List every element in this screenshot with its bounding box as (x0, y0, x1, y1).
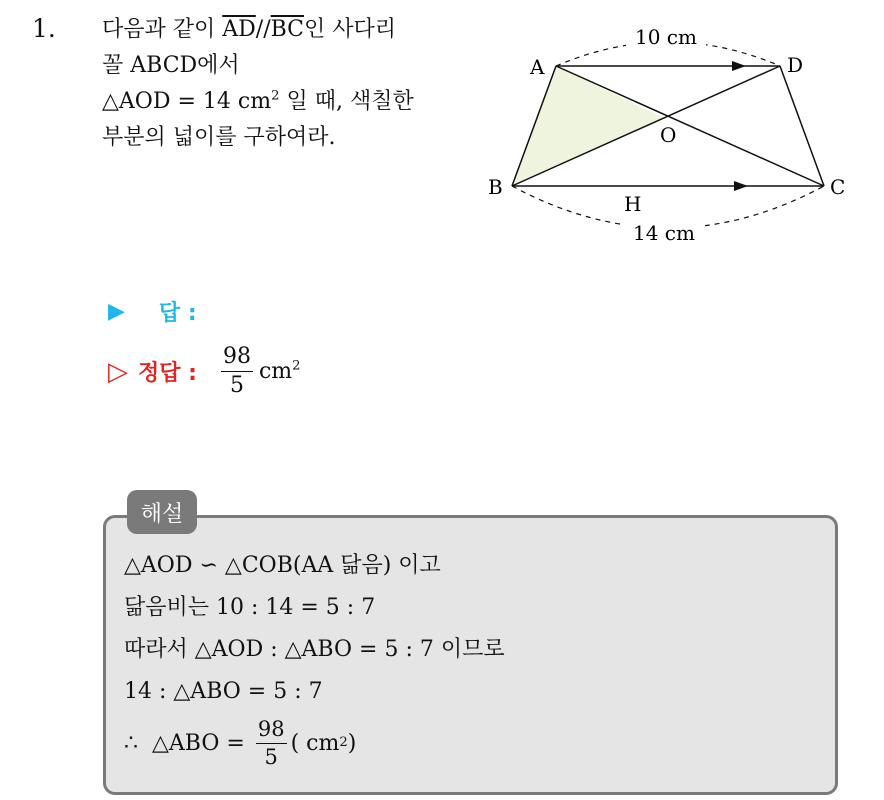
label-bottom-length: 14 cm (633, 221, 695, 245)
correct-answer-label: 정답 : (138, 361, 197, 386)
trapezoid-diagram (470, 14, 870, 254)
question-number: 1. (32, 14, 56, 43)
question-line-1: 다음과 같이 $\overline{AD}//\overline{BC}$인 사다리 (102, 17, 397, 42)
arrow-bc (734, 181, 748, 191)
side-dc (780, 66, 824, 186)
correct-answer-fraction: $\frac{98}{5}$ (222, 344, 251, 398)
point-d: D (787, 53, 804, 77)
point-b: B (488, 175, 503, 199)
answer-label: 답 : (158, 301, 197, 326)
solution-line-5: ∴ △ABO = $\frac{98}{5}$ ( cm 2 ) (124, 716, 357, 769)
answer-row (108, 296, 197, 327)
point-a: A (530, 55, 545, 79)
question-line-3: △AOD = 14 $cm^2$ 일 때, 색칠한 (102, 88, 414, 114)
segment-ad: $\overline{AD}$ (222, 17, 256, 42)
solution-fraction: $\frac{98}{5}$ (257, 716, 285, 769)
solution-lines (124, 545, 505, 773)
point-o: O (660, 123, 677, 147)
arrow-ad (732, 61, 746, 71)
shaded-triangle-abo (512, 66, 664, 186)
question-line-4: 부분의 넓이를 구하여라. (102, 125, 336, 150)
question-text (102, 12, 482, 156)
solution-line-1: △AOD ∽ △COB(AA 닮음) 이고 (124, 553, 441, 578)
point-c: C (830, 175, 846, 199)
outline-triangle-icon: ▷ (108, 356, 128, 387)
filled-triangle-icon: ▶ (108, 299, 125, 324)
correct-answer-value: $\frac{98}{5}$ $cm^2$ (222, 344, 301, 398)
solution-line-4: 14 : △ABO = 5 : 7 (124, 679, 323, 704)
point-h: H (624, 192, 642, 216)
segment-bc: $\overline{BC}$ (270, 17, 305, 42)
solution-line-2: 닮음비는 10 : 14 = 5 : 7 (124, 595, 376, 620)
correct-answer-row (108, 346, 301, 397)
question-line-2: 꼴 ABCD에서 (102, 53, 240, 78)
label-top-length: 10 cm (635, 25, 697, 49)
solution-line-3: 따라서 △AOD : △ABO = 5 : 7 이므로 (124, 637, 505, 662)
solution-badge: 해설 (127, 490, 197, 534)
